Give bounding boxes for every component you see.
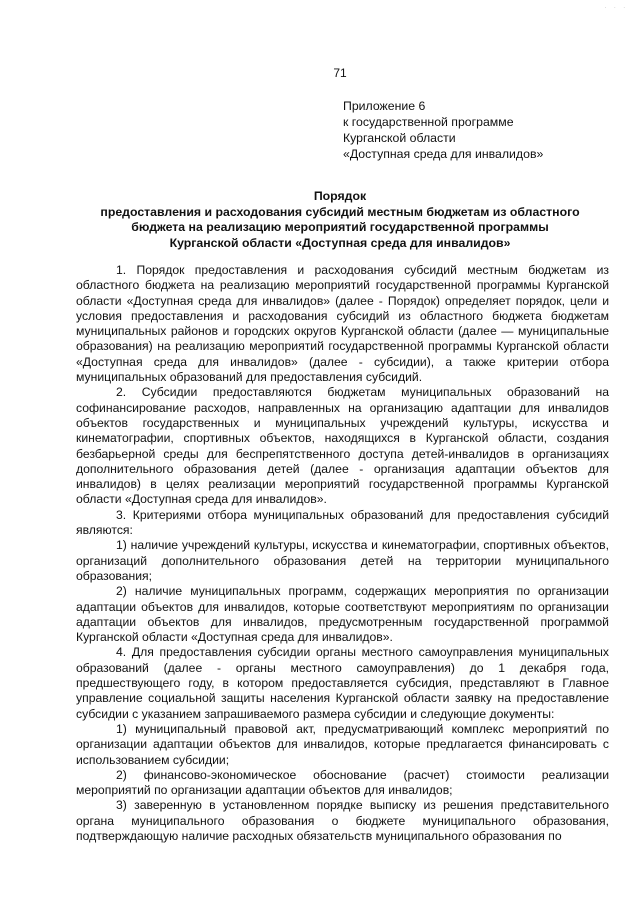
paragraph-4: 4. Для предоставления субсидии органы местного самоуправления муниципальных образований (далее - органы местного самоуправления) до 1 декабря года, предшествующего году, в котором предоставляется субсидия, представляют в Главное управление социальной защиты населения Курганской области заявку на предоставление субсидии с указанием запрашиваемого размера субсидии и следующие документы: [76, 645, 609, 721]
page-number: 71 [333, 66, 347, 80]
paragraph-4-item-1: 1) муниципальный правовой акт, предусматривающий комплекс мероприятий по организации адаптации объектов для инвалидов, которые предлагается финансировать с использованием субсидии; [76, 721, 609, 767]
scan-corner-mark: . . . [604, 4, 628, 10]
document-title [60, 189, 620, 251]
title-line: предоставления и расходования субсидий местным бюджетам из областного [100, 204, 580, 219]
paragraph-1: 1. Порядок предоставления и расходования субсидий местным бюджетам из областного бюджета на реализацию мероприятий государственной программы Курганской области «Доступная среда для инвалидов» (далее - Порядок) определяет порядок, цели и условия предоставления и расходования субсидий из областного бюджета бюджетам муниципальных районов и городских округов Курганской области (далее — муниципальные образования) на реализацию мероприятий государственной программы Курганской области «Доступная среда для инвалидов» (далее - субсидии), а также критерии отбора муниципальных образований для предоставления субсидий. [76, 263, 609, 385]
paragraph-3: 3. Критериями отбора муниципальных образований для предоставления субсидий являются: [76, 507, 609, 538]
appendix-line: к государственной программе [343, 115, 514, 129]
appendix-line: Курганской области [343, 131, 456, 145]
title-line: Курганской области «Доступная среда для инвалидов» [169, 235, 511, 250]
appendix-line: «Доступная среда для инвалидов» [343, 147, 544, 161]
paragraph-4-item-2: 2) финансово-экономическое обоснование (расчет) стоимости реализации мероприятий по организации адаптации объектов для инвалидов; [76, 767, 609, 798]
paragraph-2: 2. Субсидии предоставляются бюджетам муниципальных образований на софинансирование расходов, направленных на организацию адаптации для инвалидов объектов государственных и муниципальных учреждений культуры, искусства и кинематографии, спортивных объектов, находящихся в Курганской области, создания безбарьерной среды для беспрепятственного доступа детей-инвалидов в организациях дополнительного образования детей (далее - организация адаптации объектов для инвалидов) в целях реализации мероприятий государственной программы Курганской области «Доступная среда для инвалидов». [76, 385, 609, 507]
paragraph-3-item-1: 1) наличие учреждений культуры, искусства и кинематографии, спортивных объектов, организаций дополнительного образования детей на территории муниципального образования; [76, 538, 609, 583]
appendix-line: Приложение 6 [343, 99, 426, 113]
title-line: бюджета на реализацию мероприятий государственной программы [131, 220, 549, 234]
title-line: Порядок [313, 189, 367, 203]
paragraph-4-item-3: 3) заверенную в установленном порядке выписку из решения представительного органа муниципального образования о бюджете муниципального образования, подтверждающую наличие расходных обязательств муниципального образования по [76, 798, 609, 843]
body-text [76, 263, 609, 844]
paragraph-3-item-2: 2) наличие муниципальных программ, содержащих мероприятия по организации адаптации объектов для инвалидов, которые соответствуют мероприятиям по организации адаптации объектов для инвалидов, предусмотренным государственной программой Курганской области «Доступная среда для инвалидов». [76, 584, 609, 645]
appendix-block [343, 98, 543, 162]
